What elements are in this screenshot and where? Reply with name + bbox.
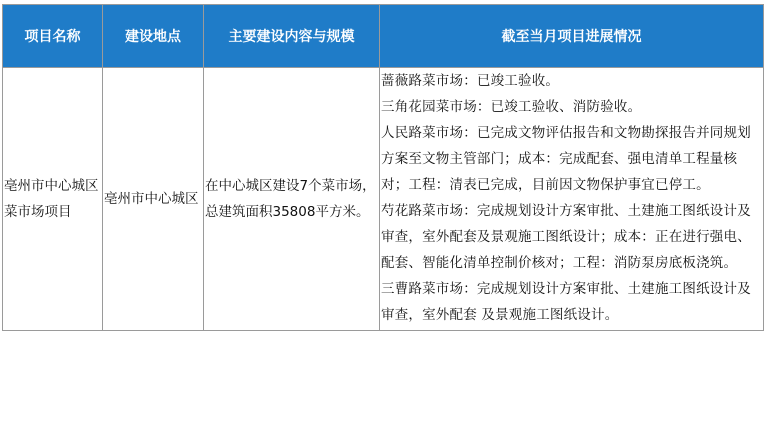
cell-progress [380,68,764,331]
cell-content: 在中心城区建设7个菜市场，总建筑面积35808平方米。 [204,68,380,331]
header-location: 建设地点 [103,5,204,68]
header-progress: 截至当月项目进展情况 [380,5,764,68]
table-row [3,68,764,331]
progress-item-qiangwei: 蔷薇路菜市场：已竣工验收。 [381,73,560,89]
cell-project-name: 亳州市中心城区菜市场项目 [3,68,103,331]
cell-location: 亳州市中心城区 [103,68,204,331]
progress-item-shaohua: 芍花路菜市场：完成规划设计方案审批、土建施工图纸设计及审查，室外配套及景观施工图纸设计；成本：正在进行强电、配套、智能化清单控制价核对；工程：消防泵房底板浇筑。 [381,203,751,271]
header-content: 主要建设内容与规模 [204,5,380,68]
progress-item-sancao: 三曹路菜市场：完成规划设计方案审批、土建施工图纸设计及审查，室外配套 及景观施工图纸设计。 [381,281,751,323]
progress-item-sanjiao: 三角花园菜市场：已竣工验收、消防验收。 [381,99,642,115]
progress-item-renmin: 人民路菜市场：已完成文物评估报告和文物勘探报告并同规划方案至文物主管部门；成本：完成配套、强电清单工程量核对；工程：清表已完成，目前因文物保护事宜已停工。 [381,125,751,193]
project-table [2,4,764,331]
header-row [3,5,764,68]
header-project-name: 项目名称 [3,5,103,68]
